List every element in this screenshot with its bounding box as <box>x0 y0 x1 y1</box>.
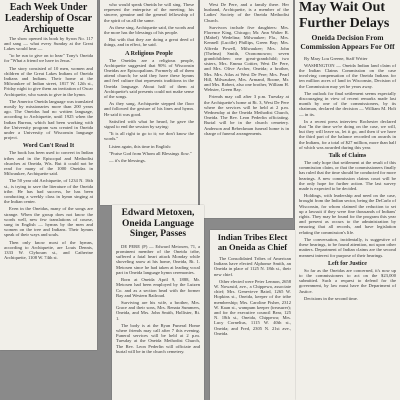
subhead: Left for Justice <box>328 260 367 267</box>
paragraph: Then only know most of the hymns, according to Archiquette, are Louis Dennis, 1333 W. Clybourn st., and Catherine Archiquette, 1108 W. 74th st. <box>4 239 93 261</box>
paragraph: Friends may call after 3 p.m. Tuesday at the Archiquette's home at Rt. 3, West De Pere where the services will be held at 2 p.m. Wednesday at the Oneida Methodist Church, Oneida. The Rev. Leon Pederlin officiating. Burial will be in the church cemetery. Anderson and Rebeckman funeral home is in charge of funeral arrangements. <box>204 94 289 136</box>
paragraph: Listen again, this time in English: <box>109 143 172 149</box>
paragraph: As these sing, Archiquette said, the words and the more has the blessings of his people. <box>104 24 194 36</box>
clipping-land-claim <box>295 0 400 400</box>
clipping-tribes-elect <box>210 230 295 400</box>
clipping-obituary-continued <box>200 0 293 218</box>
paragraph: Born at Oneida April 9, 1888, Mr. Metoxen had been employed by the Lutzen Co. and as a section head with the former Bay and Western Railroad. <box>116 277 200 298</box>
paragraph: The Consolidated Tribes of American Indians have elected Alphonse Smith, an Oneida in place of 1125 N. 18th st., their new chief. <box>214 256 291 277</box>
paragraph: By Mary Lou Greene, Staff Writer <box>304 55 368 61</box>
clipping-body <box>116 244 200 354</box>
clipping-metoxen-obituary <box>112 205 204 400</box>
clipping-body <box>104 2 194 163</box>
paragraph: As they sang, Archiquette stepped the floor and followed the gesture of his lines and hymn. He said it was good. <box>104 101 194 117</box>
paragraph: But with that they are doing a great deed of things, and in effect, he said. <box>104 37 194 48</box>
paragraph: So far as the Oneidas are concerned, it's now up to the commissioners to act on the $23,000 submitted. Such a request to defend for the government, by law must have the Department of Justice. <box>299 267 396 294</box>
paragraph: Surviving are his wife, a brother, Mrs. Grace and their sons, Mrs. Renata Summers, Oneida, and Mrs. John Smith, Hollister, Rt. 1. <box>116 299 200 321</box>
paragraph: Satisfied with what he heard, he gave the signal to end the session by saying: <box>104 118 194 130</box>
paragraph: Survivors include five daughters: Mrs. Florence King, Chicago; Mr. Ann Walter R. (Mabel) Wedelina; Milwaukee; Fla., Mrs. Kennell (Lucille) Phillips, Green Bay; Mrs. Alfreda Powell, Milwaukee; Mrs. John (Thelma) Smith, Oconomowoc; seven grandchildren: one great-grandchild; two sisters, Mrs. Emma Cottier, West De Pere, and Mrs. Olive Archer, Oneida; a brother, Mrs. Mrs. Atlas at West De Pere; Mrs. Pearl Hill, Milwaukee, Mrs. Armand, Boone, Mr. and Mrs. Robert, also one brother, William H. Webster, Green Bay. <box>204 24 289 93</box>
paragraph: Decisions in the second time. <box>304 295 358 301</box>
paragraph: The body is at the Ryan Funeral Home where friends may call after 7 this evening. Funeral services will be held at 2 p.m. Tuesday at the Oneida Methodist Church, The Rev. Leon Pederlin will officiate and burial will be in the church cemetery. <box>116 322 200 354</box>
clipping-body <box>204 2 289 136</box>
paragraph: The Oneidas are a religious people, Archiquette suggested that 90% of Wisconsin Oneidas are Episcopalians. Formerly all of them attend church; he said they have these hymns and feel culture that represents traditions in the Oneida language. About half of them at Archiquette's said presents could not make sense of the songs. <box>104 57 194 100</box>
clipping-body <box>4 36 93 261</box>
paragraph: The only hope that settlement at the result of this commission claim, or that the commissioners finally has ruled that the time should be conducted for more hearings. A new commission claims court will be the only hope for further action. The last survey made is expected to be decided. <box>299 160 396 192</box>
paragraph: Even in the Oneidas, many of the songs are strange. When the group does not know the words well, new few translations of course, sung in English — hymns by the men and women on the tree and Indians. Their hymns speak of their ways and souls. <box>4 206 93 238</box>
paragraph: West De Pere, and a family there. Her husband, Archiquette, is a member of the Ladies' Society of the Oneida Methodist Church. <box>204 2 289 23</box>
paragraph: Holdings, with leadership and need on the case, brought from the Indian sector, being the DeCarlo of Wisconsin, for whom claimed the reduction to set up a lawsuit if they were fine thousands of Indians' rights. They may be found for the program this year and present as occurs to the administration by ensuring that all records, and have legislation relating the commission's life. <box>299 193 396 235</box>
subhead: Word Can't Read It <box>22 143 75 150</box>
subhead: Talk of Claims <box>328 153 367 160</box>
clipping-body <box>214 256 291 336</box>
paragraph: The conversation, incidentally, is suggestive of these hearings, to be found attention, not upon other matters. Department of Indian claims are the second meanest interest for purpose of their hearings. <box>299 236 396 258</box>
paragraph: "It is all right to go to it; we don't know the words." <box>104 131 194 142</box>
paragraph: DE PERE (P) — Edward Metoxen, 71, a prominent member of the Oneida tribe, suffered a fatal heart attack Monday while shoveling snow at his home, Oneida, Rt. 1. Metoxen since he had taken at leading vocal part in Oneida language hymn ceremonies. <box>116 243 200 275</box>
paragraph: Other elected were Peter Lennon, 2658 W. Nowasid, ave., a Chippewa, associate chief; Mrs. Genevieve Baird, 1265 W. Hopkins st., Oneida, keeper of the tribe membership; Mrs. Caroline Fisher, 2312 W. Kaan st., wampum keeper (treasurer); and for the executive council Bear, 125 N. 18th st., Oneida, Chippewa; Mrs. Lucy Cornelius, 1115 W. 40th st., Oneida; and Fred, 2305 N. 21st ave., Oneida. <box>214 278 291 336</box>
subhead: A Religious People <box>125 50 173 57</box>
paragraph: — it's the blessings. <box>109 158 146 164</box>
paragraph: who would speak Oneida he will sing. These represent the enterprise of the meeting; his sincere, genuine and the general fellowship of the spirit of us all the same. <box>104 2 194 23</box>
paragraph: "Praise God from Whom all Blessings flow." <box>109 150 192 156</box>
paragraph: The outlook for final settlement seems especially discouraging in view of recent remarks made last month by one of the commissioners, by its chairman, declared the decision — William M. Holt — in its. <box>299 90 396 117</box>
paragraph: The show opened its book by Syron No. 117 and sang — what every Sunday at the Great Lakes would hear — <box>4 35 93 51</box>
clipping-hymn-singers <box>0 0 97 350</box>
paragraph: The book has been used to convert in Indian tribes and in the Episcopal and Methodist churches at Oneida, Wis. But it could not be read for many of the 1000 Oneidas in Milwaukee, Archiquette said. <box>4 150 93 177</box>
paragraph: The 50 year old Archiquette, of 1234 N. 16th st., is trying to save the literature of the Oneida tribe. He has had success, he has been conducting a weekly class in hymn singing at the Indian center. <box>4 178 93 205</box>
clipping-headline: Each Week Under Leadership of Oscar Archiquette <box>4 2 93 36</box>
clipping-hymn-continued <box>100 0 198 205</box>
paragraph: In a recent press interview Rochester declared that "In the time we're doing on the case, we will, but they will leave us, let it go, and then if we have the third part of the balance recorded on awards in the Indians, for a total of $27 million, more than half of which was awarded during this year. <box>299 118 396 150</box>
clipping-deck: Oneida Decision From Commission Appears For Off <box>300 33 395 51</box>
clipping-headline: May Wait Out Further Delays <box>299 0 390 31</box>
clipping-body <box>299 56 396 301</box>
paragraph: The Americo Oneida language was translated mostly by missionaries more than 200 years ago. The Oneidas had no written language, according to Archiquette, until 1925 when the Indian Bureau, which had been working with the University program was created in Oneida under a University of Wisconsin language project. <box>4 98 93 141</box>
paragraph: "to be run to give on to hear" Tony's Oneida for "What a friend we have in Jesus." <box>4 53 93 64</box>
paragraph: The story consisted of 10 men, women and children of the Great Lakes Indians of Oneida Indians and Indians. Their home at the Milwaukee of Indian street, 1817 W. 12th st., Friday night to give them an invitation of Oscar Archiquette, who wants to give in the hymn. <box>4 65 93 97</box>
paragraph: WASHINGTON — Oneida Indian land claim of the Indian Claims Commission on the case involving compensation of the Oneida Indians for ten million acres of land in Wisconsin, Decision of the Commission may yet be years away. <box>299 62 396 89</box>
clipping-headline: Indian Tribes Elect an Oneida as Chief <box>217 232 288 252</box>
clipping-headline: Edward Metoxen, Oneida Language Singer, Passes <box>121 208 195 240</box>
